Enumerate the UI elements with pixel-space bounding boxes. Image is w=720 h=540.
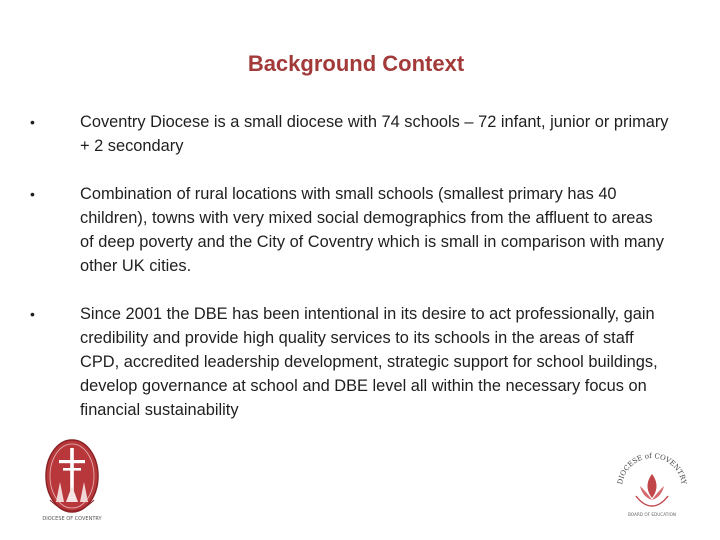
slide-title: Background Context [247, 51, 465, 76]
bullet-dot: • [30, 186, 35, 202]
bullet-text: Coventry Diocese is a small diocese with 74 schools – 72 infant, junior or primary + 2 secondary [80, 113, 669, 155]
svg-text:DIOCESE of COVENTRY: DIOCESE of COVENTRY [616, 451, 688, 486]
svg-text:DIOCESE OF COVENTRY: DIOCESE OF COVENTRY [42, 516, 102, 522]
diocese-cross-seal-icon [40, 436, 104, 524]
bullet-item [0, 182, 670, 278]
bullet-dot: • [30, 306, 35, 322]
bullet-item [0, 110, 670, 158]
bullet-text: Since 2001 the DBE has been intentional in its desire to act professionally, gain credibility and provide high quality services to its schools in the areas of staff CPD, accredited leadership development, strategic support for school buildings, develop governance at school and DBE level all within the necessary focus on financial sustainability [80, 305, 658, 419]
diocese-flame-emblem-icon [612, 446, 692, 526]
bullet-text: Combination of rural locations with small schools (smallest primary has 40 children), towns with very mixed social demographics from the affluent to areas of deep poverty and the City of Coventry which is small in comparison with many other UK cities. [80, 185, 664, 275]
bullet-dot: • [30, 114, 35, 130]
bullet-item [0, 302, 670, 422]
svg-text:BOARD OF EDUCATION: BOARD OF EDUCATION [627, 512, 677, 517]
